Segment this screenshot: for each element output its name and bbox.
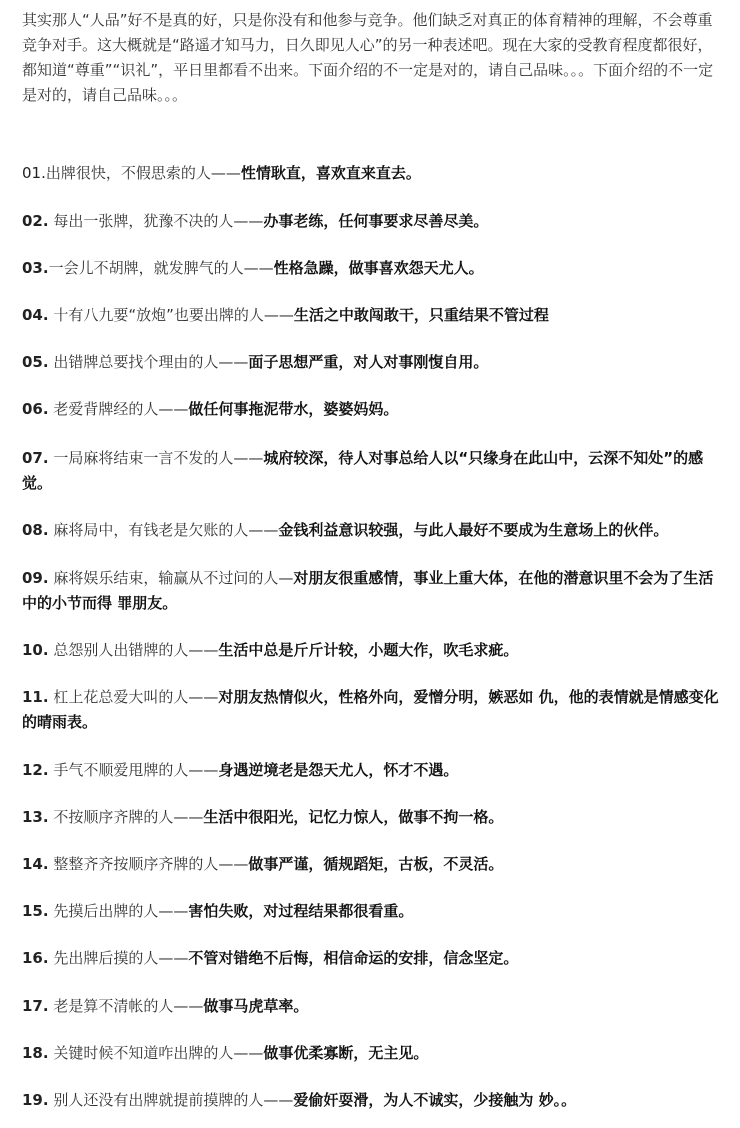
item-description: 做事优柔寡断，无主见。 <box>263 1044 429 1062</box>
list-item <box>22 685 722 735</box>
item-description: 不管对错绝不后悔，相信命运的安排，信念坚定。 <box>188 949 519 967</box>
item-lead: 别人还没有出牌就提前摸牌的人—— <box>48 1091 294 1109</box>
list-item <box>22 566 722 616</box>
item-number: 01. <box>22 164 46 182</box>
item-lead: 一会儿不胡牌，就发脾气的人—— <box>48 259 274 277</box>
item-number: 02. <box>22 212 49 230</box>
item-lead: 整整齐齐按顺序齐牌的人—— <box>48 855 249 873</box>
item-description: 爱偷奸耍滑，为人不诚实，少接触为 妙。。 <box>293 1091 577 1109</box>
item-lead: 老爱背牌经的人—— <box>48 400 189 418</box>
list-item <box>22 946 722 971</box>
item-lead: 手气不顺爱甩牌的人—— <box>48 761 219 779</box>
item-description: 做任何事拖泥带水，婆婆妈妈。 <box>188 400 399 418</box>
item-description: 生活中很阳光，记忆力惊人，做事不拘一格。 <box>203 808 504 826</box>
list-item <box>22 805 722 830</box>
item-number: 04. <box>22 306 49 324</box>
item-lead: 杠上花总爱大叫的人—— <box>48 688 219 706</box>
item-number: 06. <box>22 400 49 418</box>
item-description: 对朋友热情似火，性格外向，爱憎分明，嫉恶如 仇，他的表情就是情感变化的晴雨表。 <box>22 688 719 731</box>
intro-paragraph: 其实那人“人品”好不是真的好，只是你没有和他参与竞争。他们缺乏对真正的体育精神的理解，不会尊重竞争对手。这大概就是“路遥才知马力，日久即见人心”的另一种表述吧。现在大家的受教育程度都很好，都知道“尊重”“识礼”，平日里都看不出来。下面介绍的不一定是对的，请自己品味。。。下面介绍的不一定是对的，请自己品味。。。 <box>22 11 714 104</box>
item-description: 面子思想严重，对人对事刚愎自用。 <box>248 353 489 371</box>
item-number: 08. <box>22 521 49 539</box>
item-lead: 关键时候不知道咋出牌的人—— <box>48 1044 264 1062</box>
item-lead: 先摸后出牌的人—— <box>48 902 189 920</box>
list-item <box>22 852 722 877</box>
item-description: 性格急躁，做事喜欢怨天尤人。 <box>273 259 484 277</box>
item-lead: 老是算不清帐的人—— <box>48 997 204 1015</box>
item-number: 13. <box>22 808 49 826</box>
item-number: 11. <box>22 688 49 706</box>
list-item <box>22 209 722 234</box>
item-number: 14. <box>22 855 49 873</box>
list-item <box>22 638 722 663</box>
item-lead: 十有八九要“放炮”也要出牌的人—— <box>48 306 294 324</box>
item-lead: 出错牌总要找个理由的人—— <box>48 353 249 371</box>
item-lead: 每出一张牌，犹豫不决的人—— <box>48 212 264 230</box>
item-number: 17. <box>22 997 49 1015</box>
item-description: 做事严谨，循规蹈矩，古板，不灵活。 <box>248 855 504 873</box>
item-number: 16. <box>22 949 49 967</box>
item-number: 05. <box>22 353 49 371</box>
item-description: 办事老练，任何事要求尽善尽美。 <box>263 212 489 230</box>
list-item <box>22 994 722 1019</box>
item-number: 19. <box>22 1091 49 1109</box>
item-description: 做事马虎草率。 <box>203 997 309 1015</box>
item-number: 09. <box>22 569 49 587</box>
item-number: 18. <box>22 1044 49 1062</box>
list-item <box>22 446 722 496</box>
item-lead: 不按顺序齐牌的人—— <box>48 808 204 826</box>
list-item <box>22 256 722 281</box>
item-number: 03. <box>22 259 49 277</box>
list-item <box>22 1041 722 1066</box>
item-description: 生活之中敢闯敢干，只重结果不管过程 <box>293 306 549 324</box>
item-lead: 麻将娱乐结束，输赢从不过问的人— <box>48 569 294 587</box>
list-item <box>22 758 722 783</box>
list-item <box>22 350 722 375</box>
item-description: 害怕失败，对过程结果都很看重。 <box>188 902 414 920</box>
item-number: 10. <box>22 641 49 659</box>
item-number: 12. <box>22 761 49 779</box>
item-lead: 总怨别人出错牌的人—— <box>48 641 219 659</box>
item-description: 生活中总是斤斤计较，小题大作，吹毛求疵。 <box>218 641 519 659</box>
item-description: 身遇逆境老是怨天尤人，怀才不遇。 <box>218 761 459 779</box>
item-lead: 出牌很快，不假思索的人—— <box>45 164 241 182</box>
list-item <box>22 518 722 543</box>
item-number: 15. <box>22 902 49 920</box>
list-item <box>22 161 722 186</box>
item-description: 对朋友很重感情，事业上重大体，在他的潜意识里不会为了生活中的小节而得 罪朋友。 <box>22 569 714 612</box>
item-lead: 麻将局中，有钱老是欠账的人—— <box>48 521 279 539</box>
item-description: 城府较深，待人对事总给人以“只缘身在此山中，云深不知处”的感觉。 <box>22 449 704 492</box>
item-number: 07. <box>22 449 49 467</box>
item-lead: 先出牌后摸的人—— <box>48 949 189 967</box>
item-description: 金钱利益意识较强，与此人最好不要成为生意场上的伙伴。 <box>278 521 669 539</box>
list-item <box>22 899 722 924</box>
item-lead: 一局麻将结束一言不发的人—— <box>48 449 264 467</box>
item-description: 性情耿直，喜欢直来直去。 <box>240 164 421 182</box>
list-item <box>22 397 722 422</box>
list-item <box>22 1088 722 1113</box>
list-item <box>22 303 722 328</box>
